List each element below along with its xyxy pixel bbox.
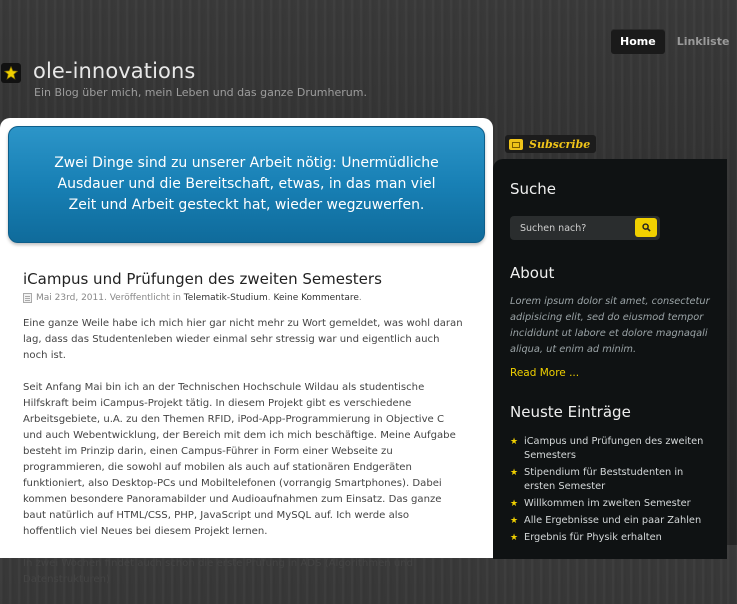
recent-posts-title: Neuste Einträge	[510, 403, 631, 421]
subscribe-label: Subscribe	[529, 137, 591, 151]
post-date: Mai 23rd, 2011. Veröffentlicht in	[36, 293, 181, 303]
read-more-link[interactable]: Read More ...	[510, 367, 580, 379]
recent-post-link[interactable]: Stipendium für Beststudenten in ersten Semester	[524, 467, 684, 492]
quote-banner	[8, 126, 485, 243]
star-icon-shape	[4, 66, 18, 80]
recent-post-link[interactable]: Ergebnis für Physik erhalten	[524, 532, 662, 543]
post-body	[23, 316, 463, 604]
search-box	[510, 216, 660, 240]
recent-post-link[interactable]: Alle Ergebnisse und ein paar Zahlen	[524, 515, 702, 526]
search-button[interactable]	[635, 218, 657, 237]
nav-tab-linkliste[interactable]: Linkliste	[676, 35, 730, 48]
document-icon	[23, 293, 32, 303]
star-bullet-icon: ★	[510, 468, 519, 478]
post-category-link[interactable]: Telematik-Studium	[183, 293, 268, 303]
post-meta	[23, 293, 362, 303]
recent-post-link[interactable]: Willkommen im zweiten Semester	[524, 498, 691, 509]
list-item[interactable]	[510, 531, 715, 545]
post-paragraph: Eine ganze Weile habe ich mich hier gar nicht mehr zu Wort gemeldet, was wohl daran lag, dass das Studentenleben wieder einmal sehr stressig war und eigentlich auch noch ist.	[23, 318, 463, 361]
meta-separator: .	[267, 293, 271, 303]
search-input[interactable]	[510, 223, 628, 234]
post-paragraph: Seit Anfang Mai bin ich an der Technischen Hochschule Wildau als studentische Hilfskraft beim iCampus-Projekt tätig. In diesem Projekt gibt es verschiedene Arbeitsgebiete, u.A. zu den Themen RFID, iPod-App-Programmierung in Objective C und auch Webentwicklung, der Bereich mit dem ich mich beschäftige. Meine Aufgabe besteht im Prinzip darin, einen Campus-Führer in Form einer Webseite zu programmieren, die sowohl auf mobilen als auch auf stationären Endgeräten funktioniert, also Desktop-PCs und Mobiltelefonen (vorrangig Smartphones). Dabei kommen besondere Panoramabilder und Audioaufnahmen zum Einsatz. Das ganze baut natürlich auf HTML/CSS, PHP, JavaScript und MySQL auf. Ich werde also hoffentlich viel Neues bei diesem Projekt lernen.	[23, 382, 456, 537]
search-icon	[642, 223, 651, 232]
star-bullet-icon: ★	[510, 437, 519, 447]
list-item[interactable]	[510, 514, 715, 528]
meta-end: .	[358, 293, 362, 303]
star-bullet-icon: ★	[510, 516, 519, 526]
site-description: Ein Blog über mich, mein Leben und das ganze Drumherum.	[34, 86, 367, 99]
post-title[interactable]: iCampus und Prüfungen des zweiten Semesters	[23, 270, 382, 288]
recent-post-link[interactable]: iCampus und Prüfungen des zweiten Semesters	[524, 436, 704, 461]
main-content	[0, 118, 493, 585]
nav-tab-home[interactable]: Home	[611, 29, 665, 54]
post-comments-link[interactable]: Keine Kommentare	[273, 293, 359, 303]
list-item[interactable]	[510, 435, 715, 463]
site-title[interactable]: ole-innovations	[33, 59, 196, 83]
post-paragraph: In zwei Wochen findet auch schon die erste Prüfung in ADS (Algorithmen und Datenstrukturen)	[23, 558, 414, 585]
about-text: Lorem ipsum dolor sit amet, consectetur adipisicing elit, sed do eiusmod tempor incididunt ut labore et dolore magnaqali aliqua, ut enim ad minim.	[510, 296, 710, 355]
star-bullet-icon: ★	[510, 533, 519, 543]
list-item[interactable]	[510, 497, 715, 511]
rss-icon	[509, 139, 523, 150]
list-item[interactable]	[510, 466, 715, 494]
search-widget-title: Suche	[510, 180, 557, 198]
star-bullet-icon: ★	[510, 499, 519, 509]
sidebar	[493, 159, 727, 559]
quote-text: Zwei Dinge sind zu unserer Arbeit nötig: Unermüdliche Ausdauer und die Bereitschaft, etwas, in das man viel Zeit und Arbeit gesteckt hat, wieder wegzuwerfen.	[54, 155, 439, 213]
subscribe-button[interactable]	[505, 135, 596, 153]
recent-posts-list	[510, 435, 715, 548]
star-icon[interactable]	[1, 63, 21, 83]
top-navigation	[611, 29, 737, 54]
about-widget-title: About	[510, 264, 555, 282]
